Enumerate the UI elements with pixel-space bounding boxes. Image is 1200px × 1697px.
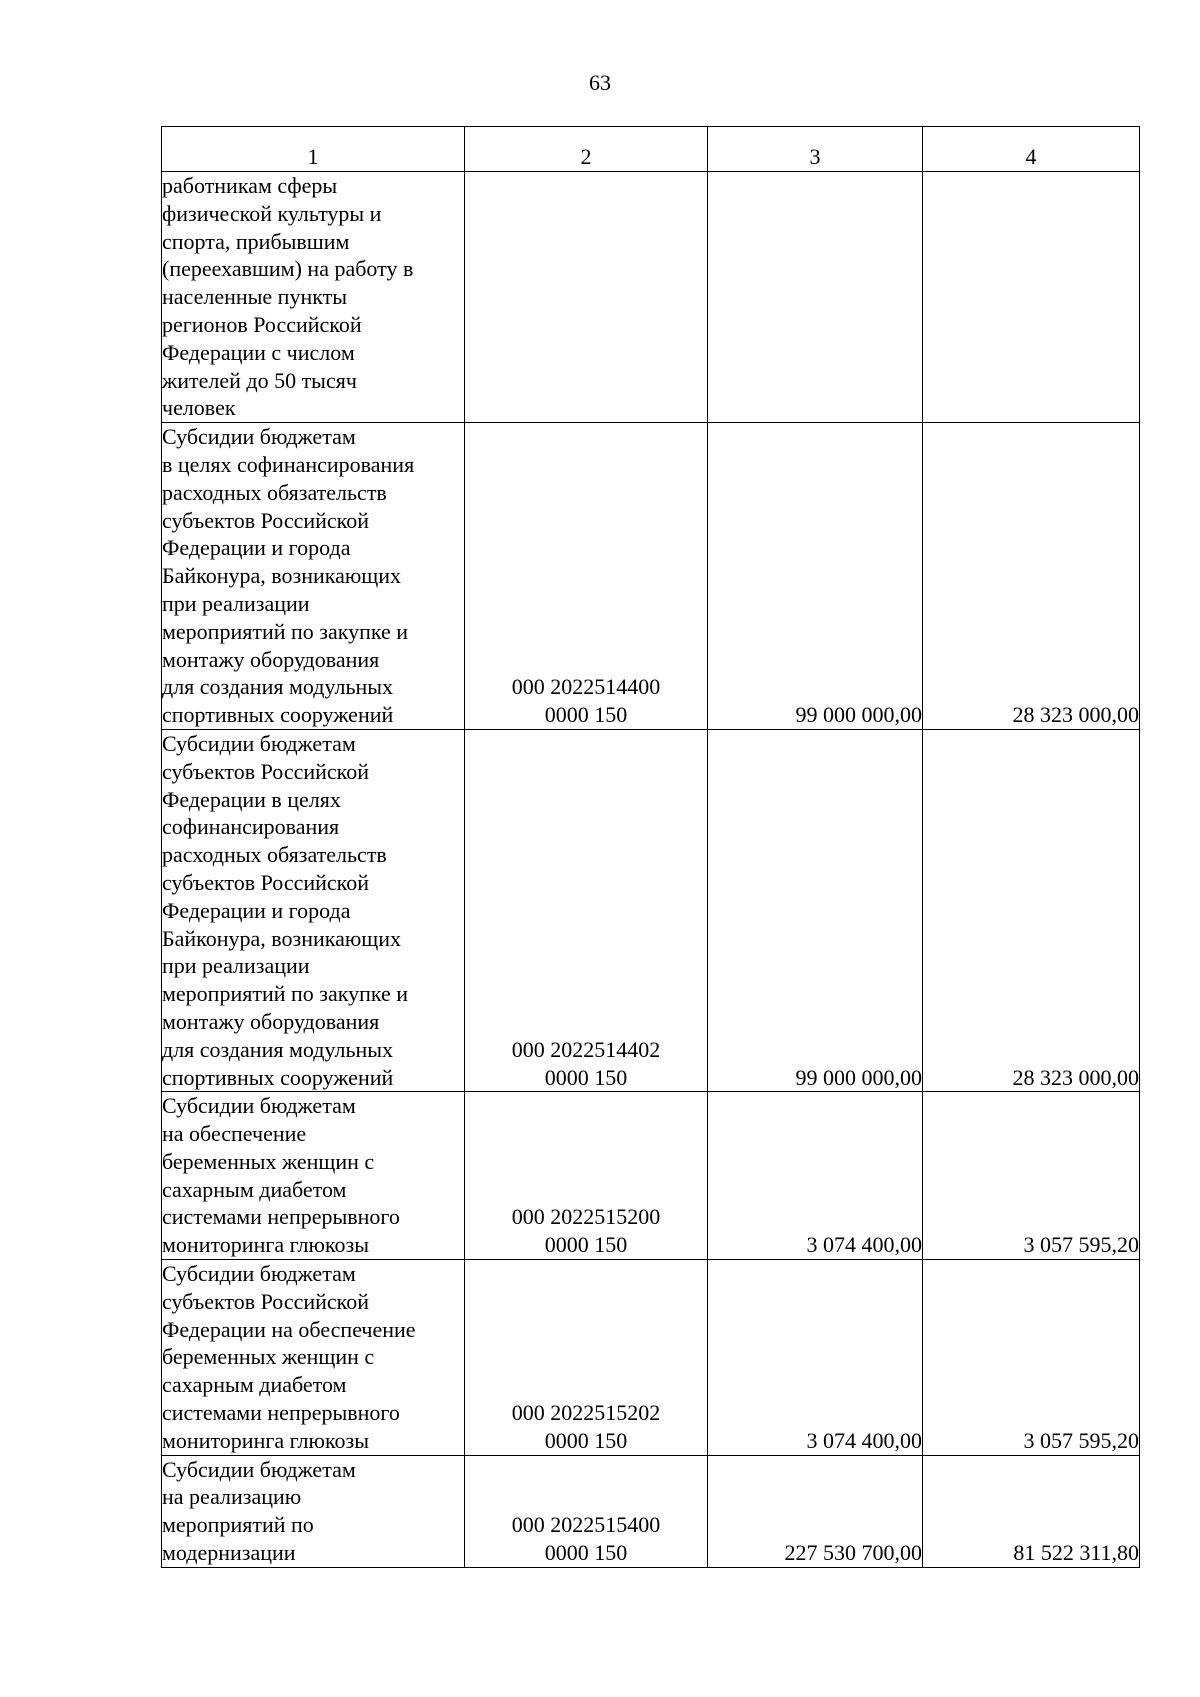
row-code: 000 2022514402 0000 150 [465, 729, 708, 1091]
row-description: работникам сферы физической культуры и спорта, прибывшим (переехавшим) на работу в населенные пункты регионов Российской Федерации с числом жителей до 50 тысяч человек [162, 172, 465, 423]
column-header-4: 4 [923, 127, 1140, 172]
row-amount-col3: 99 000 000,00 [708, 423, 923, 730]
row-description: Субсидии бюджетам субъектов Российской Федерации в целях софинансирования расходных обязательств субъектов Российской Федерации и города Байконура, возникающих при реализации мероприятий по закупке и монтажу оборудования для создания модульных спортивных сооружений [162, 729, 465, 1091]
table-row [162, 1260, 1140, 1456]
row-amount-col4: 3 057 595,20 [923, 1260, 1140, 1456]
row-description: Субсидии бюджетам на реализацию мероприятий по модернизации [162, 1455, 465, 1567]
row-code: 000 2022514400 0000 150 [465, 423, 708, 730]
table-header-row [162, 127, 1140, 172]
row-amount-col4 [923, 172, 1140, 423]
table-row [162, 729, 1140, 1091]
row-code: 000 2022515202 0000 150 [465, 1260, 708, 1456]
row-description: Субсидии бюджетам в целях софинансирования расходных обязательств субъектов Российской Федерации и города Байконура, возникающих при реализации мероприятий по закупке и монтажу оборудования для создания модульных спортивных сооружений [162, 423, 465, 730]
row-amount-col4: 3 057 595,20 [923, 1092, 1140, 1260]
column-header-1: 1 [162, 127, 465, 172]
row-amount-col4: 28 323 000,00 [923, 423, 1140, 730]
row-amount-col4: 28 323 000,00 [923, 729, 1140, 1091]
table-row [162, 1455, 1140, 1567]
row-code [465, 172, 708, 423]
column-header-2: 2 [465, 127, 708, 172]
row-amount-col3: 227 530 700,00 [708, 1455, 923, 1567]
row-amount-col3 [708, 172, 923, 423]
row-description: Субсидии бюджетам на обеспечение беременных женщин с сахарным диабетом системами непрерывного мониторинга глюкозы [162, 1092, 465, 1260]
row-amount-col4: 81 522 311,80 [923, 1455, 1140, 1567]
row-description: Субсидии бюджетам субъектов Российской Федерации на обеспечение беременных женщин с сахарным диабетом системами непрерывного мониторинга глюкозы [162, 1260, 465, 1456]
budget-table [161, 126, 1140, 1568]
row-code: 000 2022515200 0000 150 [465, 1092, 708, 1260]
row-amount-col3: 3 074 400,00 [708, 1092, 923, 1260]
row-amount-col3: 3 074 400,00 [708, 1260, 923, 1456]
row-code: 000 2022515400 0000 150 [465, 1455, 708, 1567]
table-row [162, 172, 1140, 423]
column-header-3: 3 [708, 127, 923, 172]
table-row [162, 423, 1140, 730]
table-row [162, 1092, 1140, 1260]
row-amount-col3: 99 000 000,00 [708, 729, 923, 1091]
page-number: 63 [589, 70, 611, 95]
